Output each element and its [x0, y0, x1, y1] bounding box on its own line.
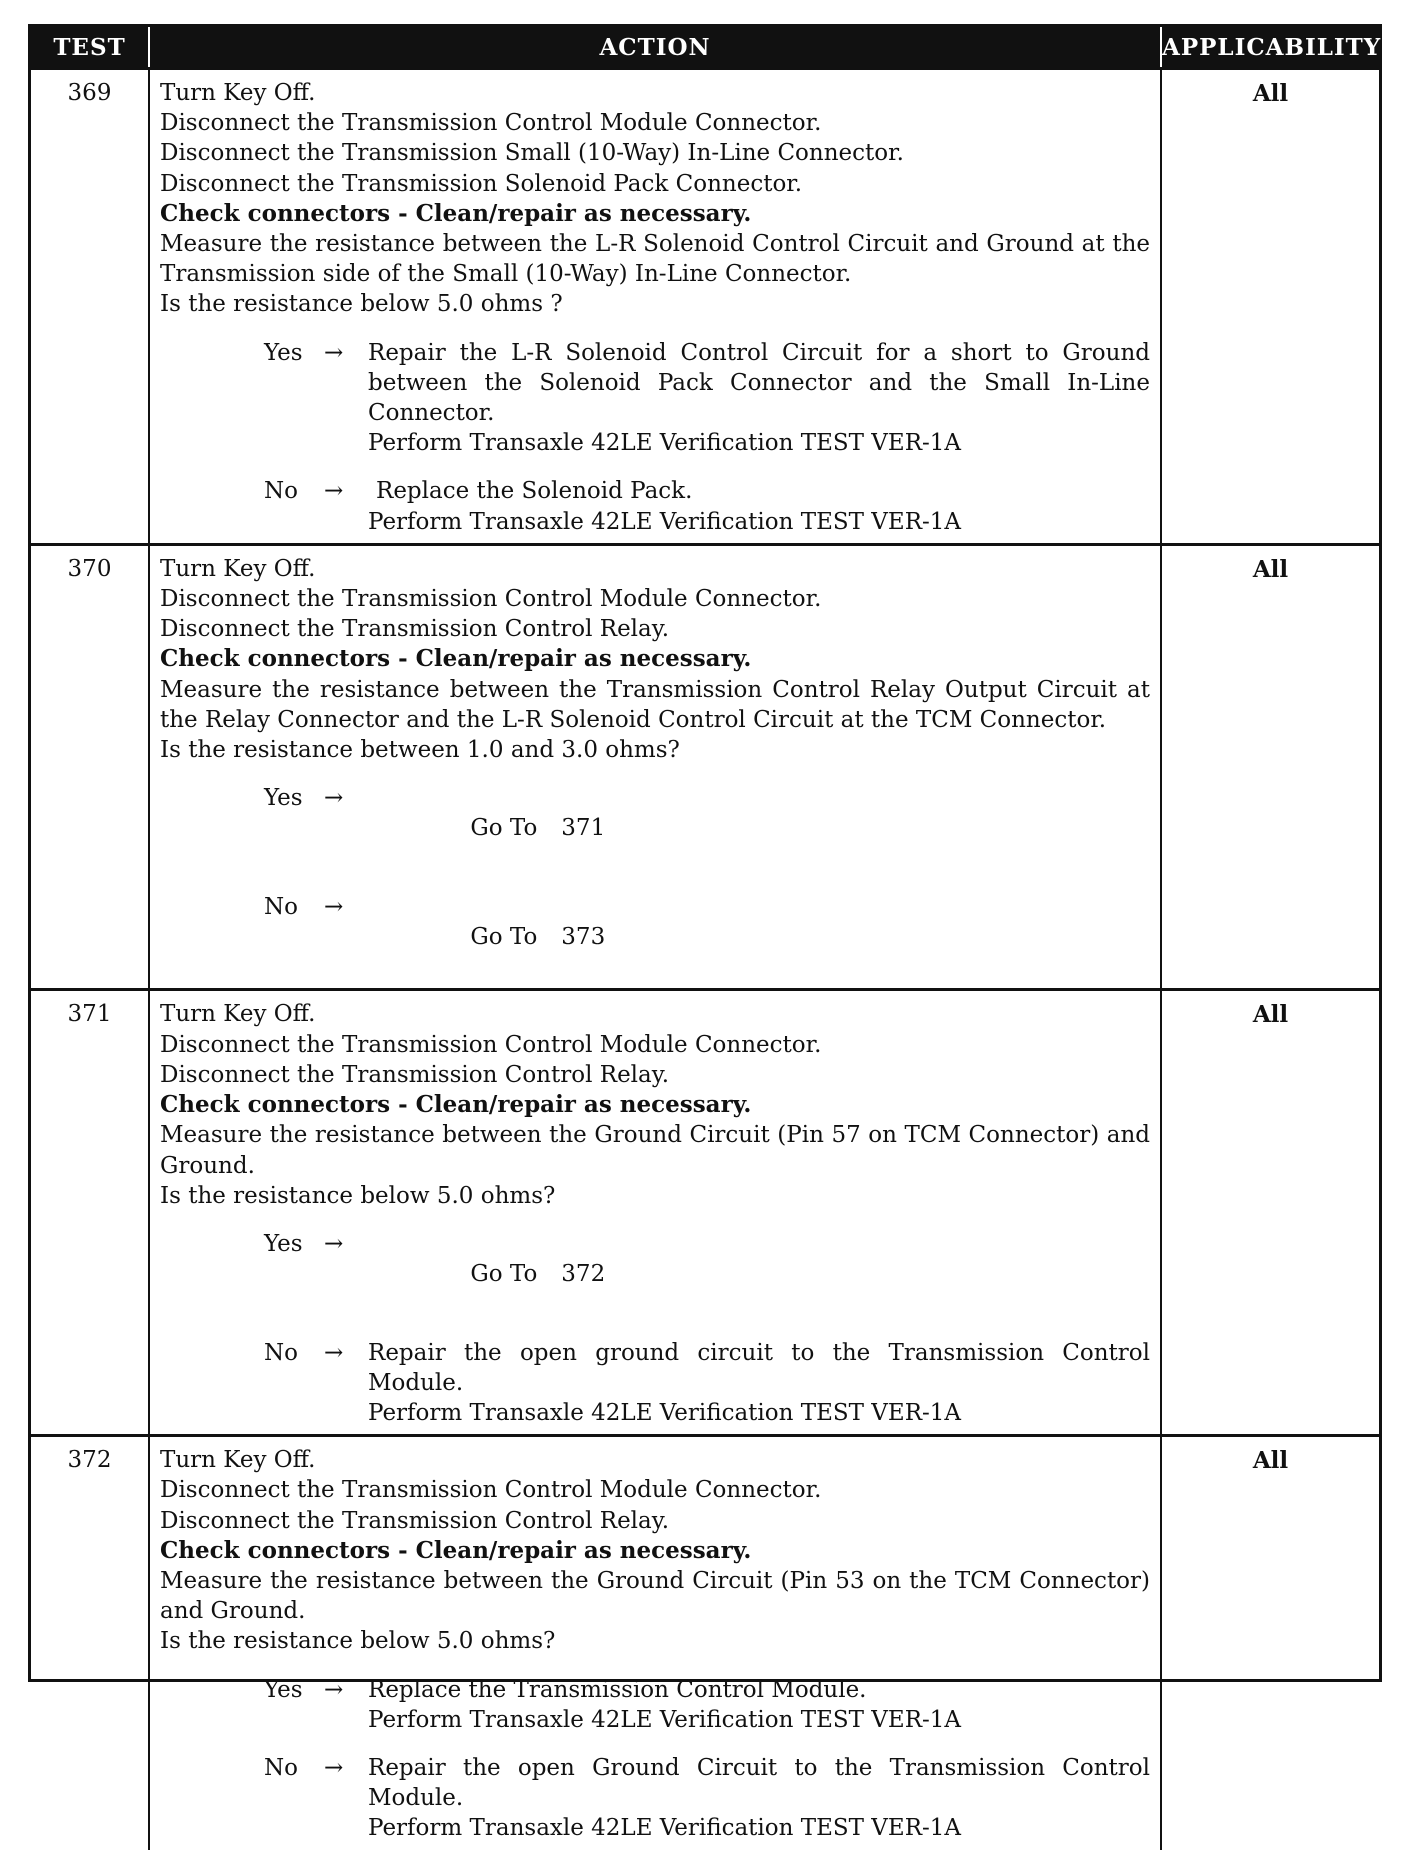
action-cell	[149, 990, 1161, 1436]
action-cell	[149, 1436, 1161, 1850]
applicability-value: All	[1161, 990, 1379, 1436]
action-step: Turn Key Off.	[160, 1447, 316, 1474]
action-step: Disconnect the Transmission Control Module Connector.	[160, 1031, 822, 1058]
right-arrow-icon: →	[324, 893, 344, 920]
measurement-instruction: Measure the resistance between the Ground Circuit (Pin 53 on the TCM Connector) and Ground.	[160, 1567, 1150, 1625]
test-question: Is the resistance below 5.0 ohms?	[160, 1182, 556, 1209]
test-row-371	[31, 990, 1379, 1436]
no-label: No	[264, 1754, 298, 1781]
test-number: 370	[31, 544, 149, 990]
action-step: Disconnect the Transmission Control Module Connector.	[160, 110, 822, 137]
no-branch	[264, 892, 1150, 983]
yes-label: Yes	[264, 1230, 303, 1257]
check-connectors-note: Check connectors - Clean/repair as necessary.	[160, 645, 752, 673]
header-row	[31, 27, 1379, 69]
test-question: Is the resistance below 5.0 ohms ?	[160, 291, 563, 318]
branch-action: Replace the Transmission Control Module.	[368, 1676, 867, 1703]
branch-action: Repair the open ground circuit to the Transmission Control Module.	[368, 1339, 1150, 1396]
header-applicability: APPLICABILITY	[1161, 27, 1379, 69]
measurement-instruction: Measure the resistance between the Transmission Control Relay Output Circuit at the Relay Connector and the L-R Solenoid Control Circuit at the TCM Connector.	[160, 676, 1150, 733]
applicability-value: All	[1161, 1436, 1379, 1850]
diagnostic-table-sheet	[28, 24, 1382, 1842]
diagnostic-table	[31, 27, 1382, 1850]
action-cell	[149, 69, 1161, 545]
right-arrow-icon: →	[324, 478, 344, 505]
yes-label: Yes	[264, 1676, 303, 1703]
measurement-instruction: Measure the resistance between the L-R Solenoid Control Circuit and Ground at the Transmission side of the Small (10-Way) In-Line Connector.	[160, 231, 1150, 288]
goto-label: Go To	[470, 815, 538, 842]
branch-action: Repair the open Ground Circuit to the Transmission Control Module.	[368, 1754, 1150, 1812]
no-branch	[264, 476, 1150, 536]
test-question: Is the resistance between 1.0 and 3.0 ohms?	[160, 737, 680, 764]
header-action: ACTION	[149, 27, 1161, 69]
test-question: Is the resistance below 5.0 ohms?	[160, 1628, 556, 1655]
goto-target[interactable]: 373	[561, 924, 606, 951]
yes-label: Yes	[264, 785, 303, 812]
right-arrow-icon: →	[324, 785, 344, 812]
action-step: Disconnect the Transmission Control Relay.	[160, 1061, 669, 1088]
test-row-370	[31, 544, 1379, 990]
right-arrow-icon: →	[324, 1230, 344, 1257]
yes-branch	[264, 783, 1150, 874]
action-cell	[149, 544, 1161, 990]
branch-action: Replace the Solenoid Pack.	[376, 478, 693, 505]
action-step: Disconnect the Transmission Control Module Connector.	[160, 1477, 822, 1504]
goto-label: Go To	[470, 924, 538, 951]
no-label: No	[264, 1339, 298, 1366]
action-step: Turn Key Off.	[160, 1001, 316, 1028]
test-number: 371	[31, 990, 149, 1436]
header-test: TEST	[31, 27, 149, 69]
action-step: Disconnect the Transmission Solenoid Pack Connector.	[160, 170, 803, 197]
verification-step: Perform Transaxle 42LE Verification TEST VER-1A	[368, 1706, 962, 1733]
verification-step: Perform Transaxle 42LE Verification TEST VER-1A	[368, 430, 962, 457]
yes-branch	[264, 1675, 1150, 1735]
verification-step: Perform Transaxle 42LE Verification TEST VER-1A	[368, 1399, 962, 1426]
test-row-369	[31, 69, 1379, 545]
no-branch	[264, 1338, 1150, 1429]
right-arrow-icon: →	[324, 1754, 344, 1781]
applicability-value: All	[1161, 544, 1379, 990]
right-arrow-icon: →	[324, 1339, 344, 1366]
branch-action: Repair the L-R Solenoid Control Circuit for a short to Ground between the Solenoid Pack Connector and the Small In-Line Connector.	[368, 339, 1150, 427]
verification-step: Perform Transaxle 42LE Verification TEST VER-1A	[368, 508, 962, 535]
yes-branch	[264, 338, 1150, 459]
applicability-value: All	[1161, 69, 1379, 545]
yes-label: Yes	[264, 339, 303, 366]
action-step: Disconnect the Transmission Control Relay.	[160, 1507, 669, 1534]
right-arrow-icon: →	[324, 1676, 344, 1703]
action-step: Turn Key Off.	[160, 80, 316, 106]
test-row-372	[31, 1436, 1379, 1850]
goto-target[interactable]: 372	[561, 1261, 606, 1288]
no-label: No	[264, 478, 298, 505]
yes-branch	[264, 1229, 1150, 1320]
action-step: Disconnect the Transmission Control Module Connector.	[160, 586, 822, 613]
check-connectors-note: Check connectors - Clean/repair as necessary.	[160, 1091, 752, 1119]
goto-label: Go To	[470, 1261, 538, 1288]
test-number: 372	[31, 1436, 149, 1850]
no-branch	[264, 1753, 1150, 1844]
right-arrow-icon: →	[324, 339, 344, 366]
test-number: 369	[31, 69, 149, 545]
check-connectors-note: Check connectors - Clean/repair as necessary.	[160, 1536, 752, 1564]
measurement-instruction: Measure the resistance between the Ground Circuit (Pin 57 on TCM Connector) and Ground.	[160, 1122, 1150, 1179]
goto-target[interactable]: 371	[561, 815, 606, 842]
check-connectors-note: Check connectors - Clean/repair as necessary.	[160, 199, 752, 227]
no-label: No	[264, 893, 298, 920]
action-step: Turn Key Off.	[160, 555, 316, 582]
verification-step: Perform Transaxle 42LE Verification TEST VER-1A	[368, 1815, 962, 1842]
action-step: Disconnect the Transmission Small (10-Way) In-Line Connector.	[160, 140, 904, 167]
action-step: Disconnect the Transmission Control Relay.	[160, 616, 669, 643]
